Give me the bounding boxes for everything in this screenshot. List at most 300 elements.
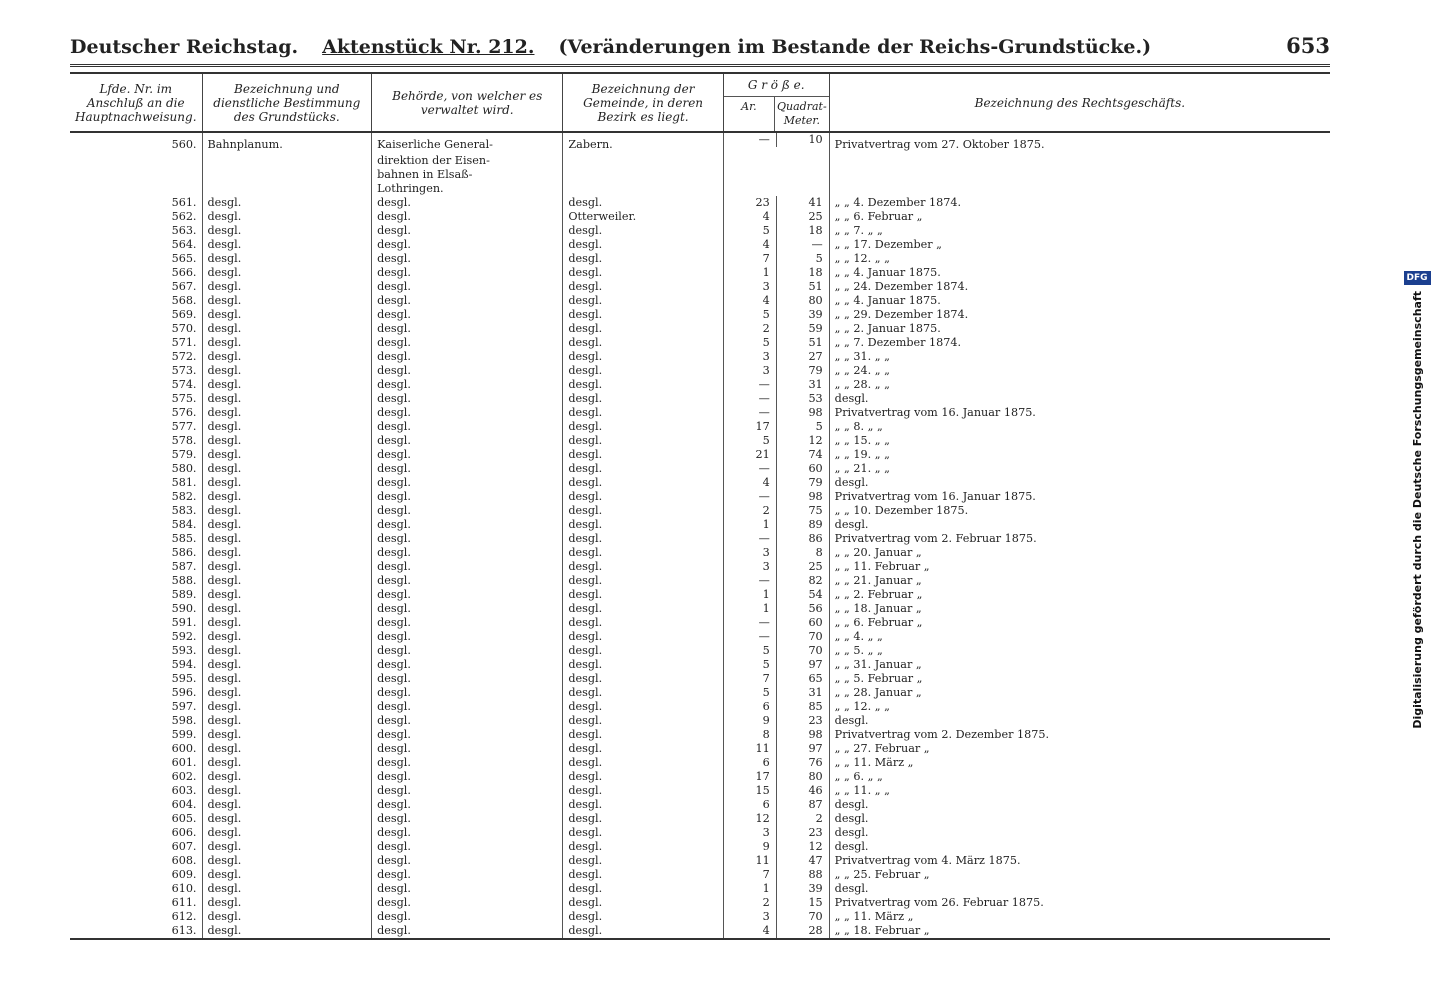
cell-bezeichnung: desgl. <box>202 462 372 476</box>
cell-qm: 88 <box>776 868 829 882</box>
table-row <box>70 364 1330 378</box>
cell-ar: 4 <box>762 294 770 307</box>
table-row <box>70 616 1330 630</box>
table-row <box>70 154 1330 168</box>
cell-groesse <box>723 490 829 504</box>
cell-behoerde: desgl. <box>372 364 563 378</box>
cell-behoerde: desgl. <box>372 434 563 448</box>
cell-qm: 31 <box>776 686 829 700</box>
table-row <box>70 168 1330 182</box>
cell-ar: 2 <box>762 322 770 335</box>
cell-groesse <box>723 588 829 602</box>
table-row <box>70 294 1330 308</box>
cell-rechtsgeschaeft: „ „ 18. Januar „ <box>829 602 1330 616</box>
cell-lfd-nr: 603. <box>171 784 197 797</box>
cell-qm: 39 <box>776 308 829 322</box>
col-header-groesse <box>723 73 829 132</box>
cell-rechtsgeschaeft: „ „ 8. „ „ <box>829 420 1330 434</box>
cell-lfd-nr: 576. <box>171 406 197 419</box>
header-document-number: Aktenstück Nr. 212. <box>322 36 535 58</box>
cell-ar: 12 <box>755 812 770 825</box>
cell-groesse <box>723 132 829 154</box>
cell-rechtsgeschaeft: „ „ 7. „ „ <box>829 224 1330 238</box>
cell-bezeichnung: desgl. <box>202 742 372 756</box>
cell-qm: 70 <box>776 630 829 644</box>
col-header-qm: Quadrat-Meter. <box>774 97 829 131</box>
table-row <box>70 182 1330 196</box>
cell-behoerde: desgl. <box>372 560 563 574</box>
cell-lfd-nr: 607. <box>171 840 197 853</box>
cell-gemeinde: desgl. <box>563 280 723 294</box>
cell-qm: 15 <box>776 896 829 910</box>
cell-lfd-nr: 595. <box>171 672 197 685</box>
cell-gemeinde: desgl. <box>563 504 723 518</box>
cell-ar: — <box>758 532 770 545</box>
cell-groesse <box>723 238 829 252</box>
cell-groesse <box>723 672 829 686</box>
table-row <box>70 784 1330 798</box>
cell-lfd-nr: 571. <box>171 336 197 349</box>
cell-ar: 1 <box>762 266 770 279</box>
cell-behoerde: desgl. <box>372 910 563 924</box>
cell-bezeichnung: desgl. <box>202 350 372 364</box>
table-row <box>70 840 1330 854</box>
cell-bezeichnung: desgl. <box>202 728 372 742</box>
cell-qm: 60 <box>776 462 829 476</box>
table-row <box>70 238 1330 252</box>
cell-rechtsgeschaeft: „ „ 10. Dezember 1875. <box>829 504 1330 518</box>
cell-groesse <box>723 770 829 784</box>
cell-rechtsgeschaeft: „ „ 20. Januar „ <box>829 546 1330 560</box>
cell-behoerde: desgl. <box>372 924 563 939</box>
cell-behoerde: desgl. <box>372 196 563 210</box>
cell-bezeichnung: desgl. <box>202 896 372 910</box>
cell-ar: 17 <box>755 420 770 433</box>
table-row <box>70 266 1330 280</box>
cell-lfd-nr: 610. <box>171 882 197 895</box>
cell-gemeinde: desgl. <box>563 924 723 939</box>
table-row <box>70 882 1330 896</box>
cell-rechtsgeschaeft: „ „ 15. „ „ <box>829 434 1330 448</box>
cell-behoerde: desgl. <box>372 812 563 826</box>
cell-bezeichnung: desgl. <box>202 518 372 532</box>
funding-note-text: Digitalisierung gefördert durch die Deutsche Forschungsgemeinschaft <box>1410 291 1424 729</box>
cell-bezeichnung: desgl. <box>202 504 372 518</box>
cell-behoerde: desgl. <box>372 602 563 616</box>
cell-ar: 5 <box>762 686 770 699</box>
cell-groesse <box>723 154 829 168</box>
cell-groesse <box>723 336 829 350</box>
cell-qm: 59 <box>776 322 829 336</box>
cell-gemeinde: desgl. <box>563 476 723 490</box>
cell-gemeinde: desgl. <box>563 686 723 700</box>
cell-behoerde: desgl. <box>372 854 563 868</box>
cell-ar: 5 <box>762 308 770 321</box>
col-header-behoerde: Behörde, von welcher es verwaltet wird. <box>372 73 563 132</box>
cell-qm: 27 <box>776 350 829 364</box>
cell-gemeinde: desgl. <box>563 700 723 714</box>
cell-behoerde: desgl. <box>372 588 563 602</box>
cell-ar: 3 <box>762 560 770 573</box>
cell-gemeinde: desgl. <box>563 294 723 308</box>
cell-bezeichnung: desgl. <box>202 854 372 868</box>
cell-ar: 4 <box>762 238 770 251</box>
cell-groesse <box>723 224 829 238</box>
cell-rechtsgeschaeft: „ „ 29. Dezember 1874. <box>829 308 1330 322</box>
table-row <box>70 132 1330 154</box>
cell-qm: 97 <box>776 742 829 756</box>
dfg-logo: DFG <box>1404 271 1431 285</box>
cell-lfd-nr: 560. <box>171 138 197 151</box>
cell-qm: 74 <box>776 448 829 462</box>
table-row <box>70 854 1330 868</box>
cell-ar: 4 <box>762 924 770 937</box>
cell-rechtsgeschaeft: „ „ 11. März „ <box>829 756 1330 770</box>
cell-qm: 23 <box>776 714 829 728</box>
table-row <box>70 686 1330 700</box>
cell-gemeinde: desgl. <box>563 868 723 882</box>
cell-lfd-nr: 592. <box>171 630 197 643</box>
cell-lfd-nr: 611. <box>171 896 197 909</box>
cell-groesse <box>723 700 829 714</box>
cell-qm: 82 <box>776 574 829 588</box>
cell-rechtsgeschaeft: „ „ 6. Februar „ <box>829 210 1330 224</box>
cell-rechtsgeschaeft: desgl. <box>829 882 1330 896</box>
cell-rechtsgeschaeft: desgl. <box>829 826 1330 840</box>
cell-bezeichnung: desgl. <box>202 574 372 588</box>
cell-lfd-nr: 577. <box>171 420 197 433</box>
cell-bezeichnung: desgl. <box>202 420 372 434</box>
cell-rechtsgeschaeft: „ „ 7. Dezember 1874. <box>829 336 1330 350</box>
cell-rechtsgeschaeft: Privatvertrag vom 2. Februar 1875. <box>829 532 1330 546</box>
cell-ar: 3 <box>762 350 770 363</box>
cell-lfd-nr: 593. <box>171 644 197 657</box>
cell-ar: 5 <box>762 434 770 447</box>
cell-gemeinde: desgl. <box>563 854 723 868</box>
cell-behoerde: desgl. <box>372 742 563 756</box>
cell-ar: — <box>758 392 770 405</box>
cell-gemeinde: desgl. <box>563 714 723 728</box>
cell-rechtsgeschaeft: „ „ 27. Februar „ <box>829 742 1330 756</box>
table-row <box>70 574 1330 588</box>
cell-lfd-nr: 606. <box>171 826 197 839</box>
groesse-label: G r ö ß e. <box>747 78 805 92</box>
table-row <box>70 350 1330 364</box>
cell-rechtsgeschaeft: desgl. <box>829 798 1330 812</box>
cell-groesse <box>723 364 829 378</box>
cell-bezeichnung: desgl. <box>202 448 372 462</box>
cell-rechtsgeschaeft: „ „ 17. Dezember „ <box>829 238 1330 252</box>
cell-lfd-nr: 594. <box>171 658 197 671</box>
cell-groesse <box>723 406 829 420</box>
table-row <box>70 896 1330 910</box>
cell-qm: 28 <box>776 924 829 938</box>
cell-ar: 4 <box>762 476 770 489</box>
cell-qm: 80 <box>776 294 829 308</box>
cell-rechtsgeschaeft: Privatvertrag vom 2. Dezember 1875. <box>829 728 1330 742</box>
cell-bezeichnung: desgl. <box>202 658 372 672</box>
cell-lfd-nr: 589. <box>171 588 197 601</box>
cell-bezeichnung: desgl. <box>202 294 372 308</box>
cell-groesse <box>723 602 829 616</box>
cell-gemeinde: desgl. <box>563 378 723 392</box>
cell-behoerde: desgl. <box>372 868 563 882</box>
table-row <box>70 630 1330 644</box>
cell-ar: 2 <box>762 896 770 909</box>
cell-behoerde: desgl. <box>372 210 563 224</box>
cell-groesse <box>723 574 829 588</box>
table-row <box>70 560 1330 574</box>
cell-groesse <box>723 322 829 336</box>
cell-gemeinde: desgl. <box>563 532 723 546</box>
cell-qm: 70 <box>776 910 829 924</box>
table-row <box>70 476 1330 490</box>
table-row <box>70 700 1330 714</box>
table-row <box>70 742 1330 756</box>
table-row <box>70 924 1330 939</box>
running-header <box>70 18 1330 67</box>
cell-bezeichnung: desgl. <box>202 364 372 378</box>
table-row <box>70 406 1330 420</box>
cell-bezeichnung: desgl. <box>202 378 372 392</box>
cell-gemeinde: desgl. <box>563 518 723 532</box>
cell-ar: — <box>758 574 770 587</box>
cell-ar: 3 <box>762 826 770 839</box>
cell-qm: — <box>776 238 829 252</box>
cell-bezeichnung: desgl. <box>202 812 372 826</box>
cell-rechtsgeschaeft: „ „ 24. „ „ <box>829 364 1330 378</box>
groesse-subheaders <box>724 96 829 131</box>
cell-rechtsgeschaeft: „ „ 2. Januar 1875. <box>829 322 1330 336</box>
cell-bezeichnung: desgl. <box>202 686 372 700</box>
cell-behoerde: desgl. <box>372 756 563 770</box>
cell-behoerde: desgl. <box>372 224 563 238</box>
cell-qm: 2 <box>776 812 829 826</box>
cell-gemeinde: desgl. <box>563 364 723 378</box>
cell-bezeichnung <box>202 168 372 182</box>
cell-qm: 23 <box>776 826 829 840</box>
cell-qm: 53 <box>776 392 829 406</box>
cell-rechtsgeschaeft: desgl. <box>829 518 1330 532</box>
table-row <box>70 714 1330 728</box>
cell-lfd-nr: 568. <box>171 294 197 307</box>
cell-rechtsgeschaeft: „ „ 24. Dezember 1874. <box>829 280 1330 294</box>
cell-bezeichnung: desgl. <box>202 476 372 490</box>
cell-ar: 15 <box>755 784 770 797</box>
table-row <box>70 434 1330 448</box>
cell-behoerde: desgl. <box>372 490 563 504</box>
cell-qm: 86 <box>776 532 829 546</box>
cell-qm: 80 <box>776 770 829 784</box>
cell-gemeinde: desgl. <box>563 672 723 686</box>
cell-behoerde: desgl. <box>372 840 563 854</box>
cell-groesse <box>723 560 829 574</box>
cell-qm: 65 <box>776 672 829 686</box>
cell-ar: — <box>758 133 770 146</box>
cell-ar: — <box>758 490 770 503</box>
cell-behoerde: desgl. <box>372 532 563 546</box>
cell-lfd-nr: 598. <box>171 714 197 727</box>
cell-behoerde: desgl. <box>372 322 563 336</box>
cell-ar: 5 <box>762 224 770 237</box>
cell-bezeichnung: desgl. <box>202 714 372 728</box>
cell-lfd-nr: 584. <box>171 518 197 531</box>
cell-bezeichnung: desgl. <box>202 280 372 294</box>
cell-qm: 89 <box>776 518 829 532</box>
cell-groesse <box>723 266 829 280</box>
cell-behoerde: desgl. <box>372 280 563 294</box>
cell-bezeichnung: desgl. <box>202 434 372 448</box>
cell-gemeinde: desgl. <box>563 630 723 644</box>
cell-lfd-nr: 567. <box>171 280 197 293</box>
cell-gemeinde: desgl. <box>563 770 723 784</box>
cell-groesse <box>723 742 829 756</box>
cell-ar: 23 <box>755 196 770 209</box>
table-row <box>70 308 1330 322</box>
cell-gemeinde: desgl. <box>563 196 723 210</box>
cell-behoerde: desgl. <box>372 630 563 644</box>
cell-bezeichnung: desgl. <box>202 392 372 406</box>
cell-gemeinde: desgl. <box>563 728 723 742</box>
cell-qm: 56 <box>776 602 829 616</box>
cell-groesse <box>723 308 829 322</box>
cell-bezeichnung: desgl. <box>202 588 372 602</box>
cell-qm: 8 <box>776 546 829 560</box>
cell-rechtsgeschaeft: „ „ 21. Januar „ <box>829 574 1330 588</box>
funding-note <box>1404 0 1430 1000</box>
cell-lfd-nr: 563. <box>171 224 197 237</box>
table-row <box>70 252 1330 266</box>
cell-rechtsgeschaeft: „ „ 12. „ „ <box>829 252 1330 266</box>
cell-bezeichnung: desgl. <box>202 784 372 798</box>
cell-gemeinde <box>563 154 723 168</box>
cell-lfd-nr: 613. <box>70 924 202 939</box>
page-number: 653 <box>1286 33 1330 58</box>
cell-ar: 5 <box>762 658 770 671</box>
table-row <box>70 420 1330 434</box>
cell-qm: 76 <box>776 756 829 770</box>
cell-qm: 46 <box>776 784 829 798</box>
cell-lfd-nr: 596. <box>171 686 197 699</box>
cell-bezeichnung: desgl. <box>202 630 372 644</box>
cell-lfd-nr: 612. <box>171 910 197 923</box>
cell-behoerde: desgl. <box>372 448 563 462</box>
property-changes-table <box>70 72 1330 940</box>
cell-groesse <box>723 532 829 546</box>
cell-ar: 6 <box>762 700 770 713</box>
table-row <box>70 728 1330 742</box>
cell-lfd-nr: 564. <box>171 238 197 251</box>
table-row <box>70 868 1330 882</box>
cell-gemeinde: desgl. <box>563 420 723 434</box>
cell-ar: 3 <box>762 280 770 293</box>
cell-gemeinde: desgl. <box>563 784 723 798</box>
cell-behoerde: desgl. <box>372 658 563 672</box>
cell-rechtsgeschaeft: „ „ 18. Februar „ <box>829 924 1330 939</box>
cell-ar: 7 <box>762 672 770 685</box>
cell-lfd-nr: 586. <box>171 546 197 559</box>
cell-groesse <box>723 686 829 700</box>
cell-lfd-nr: 569. <box>171 308 197 321</box>
cell-gemeinde: desgl. <box>563 392 723 406</box>
cell-groesse <box>723 714 829 728</box>
table-body <box>70 132 1330 939</box>
cell-gemeinde: desgl. <box>563 742 723 756</box>
table-row <box>70 910 1330 924</box>
cell-gemeinde: desgl. <box>563 490 723 504</box>
cell-lfd-nr: 570. <box>171 322 197 335</box>
cell-ar: 6 <box>762 756 770 769</box>
cell-bezeichnung: desgl. <box>202 266 372 280</box>
cell-groesse <box>723 812 829 826</box>
cell-groesse <box>723 434 829 448</box>
cell-ar: 21 <box>755 448 770 461</box>
cell-groesse <box>723 882 829 896</box>
cell-ar: 5 <box>762 644 770 657</box>
cell-bezeichnung: desgl. <box>202 756 372 770</box>
cell-rechtsgeschaeft: „ „ 11. Februar „ <box>829 560 1330 574</box>
cell-lfd-nr: 605. <box>171 812 197 825</box>
cell-gemeinde: desgl. <box>563 910 723 924</box>
cell-rechtsgeschaeft: „ „ 28. Januar „ <box>829 686 1330 700</box>
cell-lfd-nr <box>70 154 202 168</box>
cell-behoerde: desgl. <box>372 238 563 252</box>
cell-lfd-nr: 590. <box>171 602 197 615</box>
cell-behoerde: Lothringen. <box>372 182 563 196</box>
cell-qm: 25 <box>776 210 829 224</box>
cell-rechtsgeschaeft: desgl. <box>829 714 1330 728</box>
cell-ar: 9 <box>762 714 770 727</box>
cell-qm: 39 <box>776 882 829 896</box>
cell-ar: 1 <box>762 602 770 615</box>
cell-rechtsgeschaeft <box>829 154 1330 168</box>
cell-behoerde: desgl. <box>372 672 563 686</box>
col-header-gemeinde: Bezeichnung der Gemeinde, in deren Bezirk es liegt. <box>563 73 723 132</box>
cell-lfd-nr: 585. <box>171 532 197 545</box>
cell-groesse <box>723 350 829 364</box>
cell-groesse <box>723 392 829 406</box>
table-row <box>70 490 1330 504</box>
cell-rechtsgeschaeft: „ „ 21. „ „ <box>829 462 1330 476</box>
cell-groesse <box>723 462 829 476</box>
table-row <box>70 378 1330 392</box>
cell-groesse <box>723 798 829 812</box>
cell-qm: 5 <box>776 252 829 266</box>
cell-qm: 79 <box>776 364 829 378</box>
cell-groesse <box>723 252 829 266</box>
col-header-rechtsgeschaeft: Bezeichnung des Rechtsgeschäfts. <box>829 73 1330 132</box>
cell-qm: 97 <box>776 658 829 672</box>
cell-ar: — <box>758 378 770 391</box>
cell-behoerde: desgl. <box>372 518 563 532</box>
cell-qm: 87 <box>776 798 829 812</box>
cell-gemeinde: desgl. <box>563 658 723 672</box>
cell-behoerde: desgl. <box>372 644 563 658</box>
cell-gemeinde: desgl. <box>563 546 723 560</box>
cell-behoerde: desgl. <box>372 882 563 896</box>
cell-groesse <box>723 826 829 840</box>
cell-bezeichnung: desgl. <box>202 826 372 840</box>
table-row <box>70 196 1330 210</box>
cell-bezeichnung: desgl. <box>202 252 372 266</box>
table-row <box>70 322 1330 336</box>
cell-groesse <box>723 616 829 630</box>
cell-ar: 6 <box>762 798 770 811</box>
cell-gemeinde: desgl. <box>563 252 723 266</box>
cell-behoerde: desgl. <box>372 392 563 406</box>
cell-lfd-nr <box>70 182 202 196</box>
cell-qm: 31 <box>776 378 829 392</box>
